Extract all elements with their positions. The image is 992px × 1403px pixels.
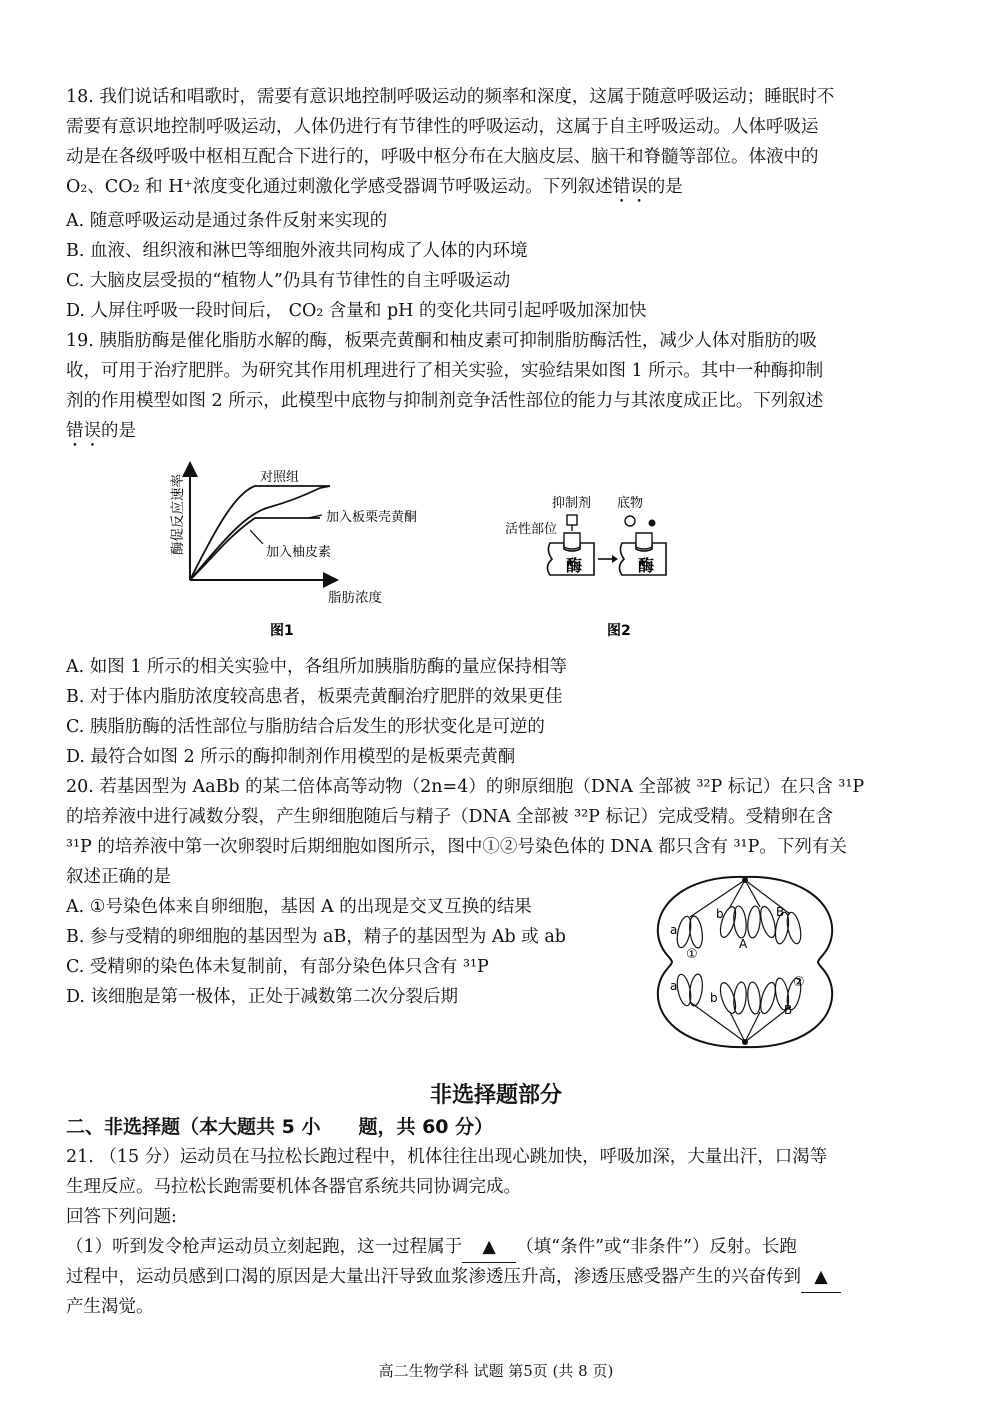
q21-line-5 (66, 1262, 928, 1293)
cell-label-bot-b: b (710, 991, 718, 1005)
youpi-pointer (250, 530, 263, 544)
q20-line-2: 的培养液中进行减数分裂，产生卵细胞随后与精子（DNA 全部被 ³²P 标记）完成受精。受精卵在含 (66, 807, 833, 827)
answer-blank-1[interactable]: ▲ (462, 1232, 516, 1263)
fig1-label-control: 对照组 (260, 470, 300, 485)
cell-label-top-A: A (739, 937, 748, 951)
cell-label-bot-a: a (670, 979, 678, 993)
q19-option-b: B. 对于体内脂肪浓度较高患者，板栗壳黄酮治疗肥胖的效果更佳 (66, 687, 563, 707)
fig1-caption: 图1 (270, 623, 294, 639)
q18-line-4-end: 的是 (647, 177, 683, 197)
substrate-circle (625, 516, 635, 526)
control-curve (190, 486, 330, 580)
q18-line-3: 动是在各级呼吸中枢相互配合下进行的，呼吸中枢分布在大脑皮层、脑干和脊髓等部位。体液中的 (66, 147, 819, 167)
q18-line-2: 需要有意识地控制呼吸运动，人体仍进行有节律性的呼吸运动，这属于自主呼吸运动。人体呼吸运 (66, 117, 819, 137)
q21-line-4-text: （1）听到发令枪声运动员立刻起跑，这一过程属于 (66, 1237, 463, 1257)
q20-option-a: A. ①号染色体来自卵细胞，基因 A 的出现是交叉互换的结果 (66, 897, 532, 917)
q21-line-5-text: 过程中，运动员感到口渴的原因是大量出汗导致血浆渗透压升高，渗透压感受器产生的兴奋传到 (66, 1267, 801, 1287)
q18-option-d: D. 人屏住呼吸一段时间后， CO₂ 含量和 pH 的变化共同引起呼吸加深加快 (66, 301, 647, 321)
q19-line-1: 19. 胰脂肪酶是催化脂肪水解的酶，板栗壳黄酮和柚皮素可抑制脂肪酶活性，减少人体对脂肪的吸 (66, 331, 817, 351)
q21-line-4-end: （填“条件”或“非条件”）反射。长跑 (516, 1237, 797, 1257)
q19-line-4 (66, 416, 928, 451)
page-footer: 高二生物学科 试题 第5页 (共 8 页) (378, 1362, 614, 1380)
banli-curve (190, 486, 330, 580)
q21-line-4 (66, 1232, 928, 1263)
q20-option-c: C. 受精卵的染色体未复制前，有部分染色体只含有 ³¹P (66, 957, 489, 977)
q18-option-a: A. 随意呼吸运动是通过条件反射来实现的 (66, 211, 388, 231)
q20-option-d: D. 该细胞是第一极体，正处于减数第二次分裂后期 (66, 987, 459, 1007)
figure-1-graph (160, 455, 460, 645)
q18-line-1: 18. 我们说话和唱歌时，需要有意识地控制呼吸运动的频率和深度，这属于随意呼吸运动；睡眠时不 (66, 87, 835, 107)
q19-line-4-end: 的是 (101, 421, 136, 441)
q20-line-3: ³¹P 的培养液中第一次卵裂时后期细胞如图所示，图中①②号染色体的 DNA 都只含有 ³¹P。下列有关 (66, 837, 847, 857)
dividing-cell-diagram (650, 872, 840, 1052)
q18-line-4 (66, 172, 928, 207)
q20-option-b: B. 参与受精的卵细胞的基因型为 aB，精子的基因型为 Ab 或 ab (66, 927, 567, 947)
substrate-dot (649, 520, 656, 527)
q18-option-b: B. 血液、组织液和淋巴等细胞外液共同构成了人体的内环境 (66, 241, 528, 261)
fig1-label-youpi: 加入柚皮素 (266, 545, 332, 560)
cell-label-top-a: a (670, 923, 678, 937)
q18-line-4-text: O₂、CO₂ 和 H⁺浓度变化通过刺激化学感受器调节呼吸运动。下列叙述 (66, 177, 613, 197)
fig1-label-banli: 加入板栗壳黄酮 (326, 510, 418, 525)
q19-option-c: C. 胰脂肪酶的活性部位与脂肪结合后发生的形状变化是可逆的 (66, 717, 545, 737)
fig2-label-active-site: 活性部位 (505, 522, 558, 537)
inhibitor-block (567, 515, 577, 525)
q20-line-1: 20. 若基因型为 AaBb 的某二倍体高等动物（2n=4）的卵原细胞（DNA 全部被 ³²P 标记）在只含 ³¹P (66, 777, 865, 797)
fig2-enzyme-left: 酶 (566, 556, 583, 575)
fig2-arrowhead (612, 555, 618, 563)
inhibitor-bound-right (636, 533, 652, 549)
q21-line-2: 生理反应。马拉松长跑需要机体各器官系统共同协调完成。 (66, 1177, 521, 1197)
q19-option-a: A. 如图 1 所示的相关实验中，各组所加胰脂肪酶的量应保持相等 (66, 657, 568, 677)
cell-label-bot-B: B (784, 1003, 793, 1017)
q19-emphasis: 错误 (66, 421, 101, 441)
q19-option-d: D. 最符合如图 2 所示的酶抑制剂作用模型的是板栗壳黄酮 (66, 747, 516, 767)
fig1-ylabel: 酶促反应速率 (170, 474, 186, 555)
cell-label-top-b: b (716, 907, 724, 921)
figure-2-model (500, 485, 720, 645)
fig2-caption: 图2 (607, 623, 631, 639)
section-subtitle: 二、非选择题（本大题共 5 小 题，共 60 分） (66, 1116, 494, 1138)
fig2-enzyme-right: 酶 (638, 556, 655, 575)
fig2-label-inhibitor: 抑制剂 (552, 496, 592, 511)
cell-membrane (658, 877, 832, 1047)
q19-line-2: 收，可用于治疗肥胖。为研究其作用机理进行了相关实验，实验结果如图 1 所示。其中一种酶抑制 (66, 361, 824, 381)
q19-line-3: 剂的作用模型如图 2 所示，此模型中底物与抑制剂竞争活性部位的能力与其浓度成正比。下列叙述 (66, 391, 824, 411)
cell-label-2: ② (793, 975, 805, 990)
q21-line-3: 回答下列问题: (66, 1207, 177, 1227)
cell-label-top-B: B (776, 905, 785, 919)
q18-emphasis: 错误 (612, 177, 648, 197)
q21-line-6: 产生渴觉。 (66, 1297, 154, 1317)
inhibitor-bound (564, 533, 580, 549)
q18-option-c: C. 大脑皮层受损的“植物人”仍具有节律性的自主呼吸运动 (66, 271, 511, 291)
section-title: 非选择题部分 (429, 1083, 562, 1108)
fig2-label-substrate: 底物 (617, 496, 644, 511)
fig1-xlabel: 脂肪浓度 (328, 590, 382, 606)
q21-line-1: 21. （15 分）运动员在马拉松长跑过程中，机体往往出现心跳加快，呼吸加深，大量出汗，口渴等 (66, 1147, 828, 1167)
answer-blank-2[interactable]: ▲ (801, 1262, 841, 1293)
q20-line-4: 叙述正确的是 (66, 867, 171, 887)
cell-label-1: ① (686, 947, 698, 962)
